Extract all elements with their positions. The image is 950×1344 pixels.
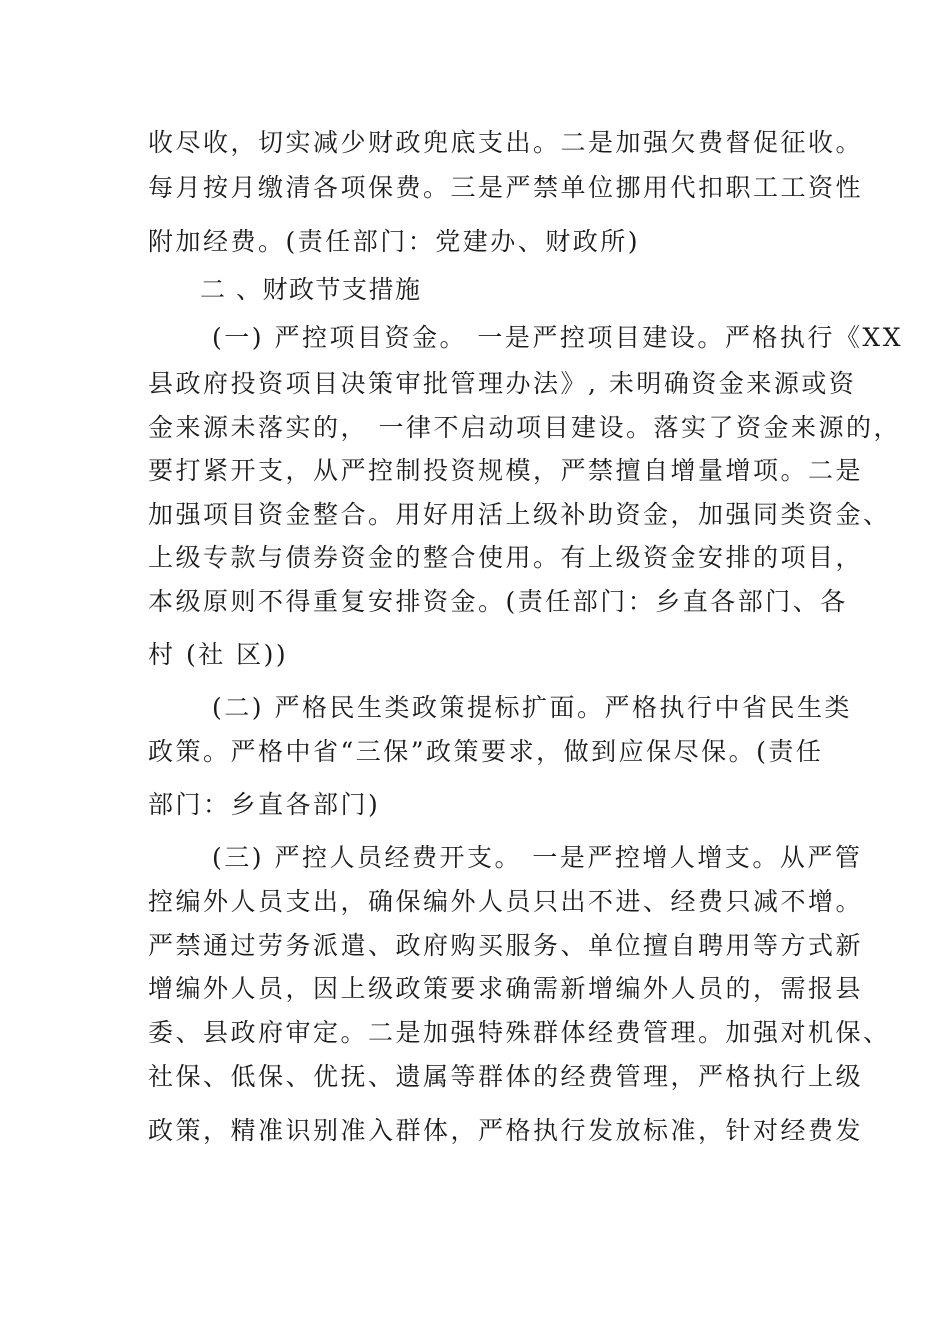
text-line: 加强项目资金整合。用好用活上级补助资金，加强同类资金、 bbox=[148, 500, 891, 529]
paragraph-start: (三) 严控人员经费开支。 一是严控增人增支。从严管 bbox=[212, 843, 863, 872]
paragraph-start: (一) 严控项目资金。 一是严控项目建设。严格执行《XX bbox=[212, 323, 903, 352]
text-line: 部门：乡直各部门) bbox=[148, 790, 381, 819]
text-line: 社保、低保、优抚、遗属等群体的经费管理，严格执行上级 bbox=[148, 1062, 864, 1091]
text-line: 县政府投资项目决策审批管理办法》, 未明确资金来源或资 bbox=[148, 369, 857, 398]
text-line: 政策。严格中省“三保”政策要求，做到应保尽保。(责任 bbox=[148, 737, 824, 766]
text-line: 严禁通过劳务派遣、政府购买服务、单位擅自聘用等方式新 bbox=[148, 931, 864, 960]
paragraph-start: (二) 严格民生类政策提标扩面。严格执行中省民生类 bbox=[212, 693, 852, 722]
text-line: 金来源未落实的， 一律不启动项目建设。落实了资金来源的， bbox=[148, 413, 901, 442]
text-line: 委、县政府审定。二是加强特殊群体经费管理。加强对机保、 bbox=[148, 1018, 891, 1047]
text-line: 村 (社 区)) bbox=[148, 640, 289, 669]
text-line: 政策，精准识别准入群体，严格执行发放标准，针对经费发 bbox=[148, 1116, 864, 1145]
section-heading: 二 、财政节支措施 bbox=[200, 275, 422, 304]
text-line: 本级原则不得重复安排资金。(责任部门：乡直各部门、各 bbox=[148, 587, 848, 616]
text-line: 收尽收，切实减少财政兜底支出。二是加强欠费督促征收。 bbox=[148, 128, 864, 157]
text-line: 每月按月缴清各项保费。三是严禁单位挪用代扣职工工资性 bbox=[148, 173, 864, 202]
text-line: 上级专款与债券资金的整合使用。有上级资金安排的项目， bbox=[148, 543, 864, 572]
text-line: 附加经费。(责任部门：党建办、财政所) bbox=[148, 227, 641, 256]
text-line: 要打紧开支，从严控制投资规模，严禁擅自增量增项。二是 bbox=[148, 456, 864, 485]
text-line: 控编外人员支出，确保编外人员只出不进、经费只减不增。 bbox=[148, 887, 864, 916]
text-line: 增编外人员，因上级政策要求确需新增编外人员的，需报县 bbox=[148, 974, 864, 1003]
